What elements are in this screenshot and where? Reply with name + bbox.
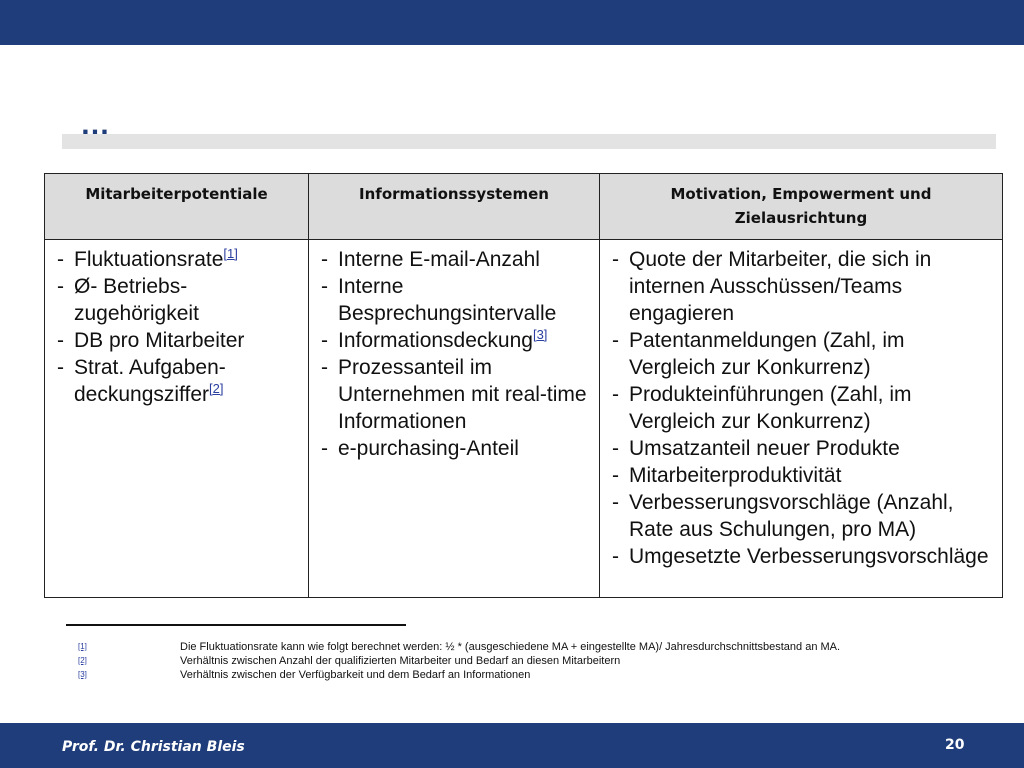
cell-informationssystemen — [309, 240, 600, 598]
list-item-text: DB pro Mitarbeiter — [74, 329, 245, 352]
list-item-text: Patentanmeldungen (Zahl, im Vergleich zur Konkurrenz) — [629, 329, 905, 379]
list-item-text: Informationsdeckung — [338, 329, 533, 352]
kpi-table — [44, 173, 1003, 598]
list-item-text: Strat. Aufgaben-deckungsziffer — [74, 356, 226, 406]
list-item-text: Ø- Betriebs-zugehörigkeit — [74, 275, 199, 325]
footnote-divider — [66, 624, 406, 626]
list-item — [317, 246, 591, 273]
list-item-text: Interne E-mail-Anzahl — [338, 248, 540, 271]
list-item — [53, 327, 300, 354]
list-item — [317, 327, 591, 354]
author-name: Prof. Dr. Christian Bleis — [62, 739, 245, 755]
header-mitarbeiterpotentiale: Mitarbeiterpotentiale — [45, 174, 309, 240]
footnote-anchor-link[interactable]: [2] — [78, 656, 87, 665]
header-motivation: Motivation, Empowerment und Zielausrichtung — [600, 174, 1003, 240]
footnote-text: Verhältnis zwischen Anzahl der qualifizierten Mitarbeiter und Bedarf an diesen Mitarbeitern — [180, 655, 621, 667]
list-item-text: Interne Besprechungsintervalle — [338, 275, 557, 325]
list-item — [317, 435, 591, 462]
footnote-ref-link[interactable]: [3] — [532, 327, 548, 342]
list-mitarbeiterpotentiale — [53, 246, 300, 408]
footnote-ref-link[interactable]: [2] — [209, 381, 224, 396]
list-item-text: Umgesetzte Verbesserungsvorschläge — [629, 545, 989, 568]
list-item-text: Mitarbeiterproduktivität — [629, 464, 842, 487]
list-item — [608, 489, 994, 543]
list-item — [608, 435, 994, 462]
list-item — [608, 246, 994, 327]
footnote-text: Die Fluktuationsrate kann wie folgt berechnet werden: ½ * (ausgeschiedene MA + eingestellte MA)/ Jahresdurchschnittsbestand an MA. — [180, 641, 841, 653]
list-item-text: Prozessanteil im Unternehmen mit real-time Informationen — [338, 356, 587, 433]
cell-motivation — [600, 240, 1003, 598]
page-number: 20 — [945, 737, 965, 753]
header-informationssystemen: Informationssystemen — [309, 174, 600, 240]
footnote-text: Verhältnis zwischen der Verfügbarkeit und dem Bedarf an Informationen — [180, 669, 531, 681]
table-body-row — [45, 240, 1003, 598]
footnote-row — [78, 654, 998, 668]
slide-title: … — [80, 108, 111, 141]
list-item-text: Quote der Mitarbeiter, die sich in internen Ausschüssen/Teams engagieren — [629, 248, 932, 325]
list-item — [53, 273, 300, 327]
list-item — [608, 462, 994, 489]
list-item — [317, 354, 591, 435]
top-brand-bar — [0, 0, 1024, 45]
footnote-anchor-link[interactable]: [1] — [78, 642, 87, 651]
footnotes — [78, 640, 998, 682]
list-item — [608, 381, 994, 435]
list-item-text: e-purchasing-Anteil — [338, 437, 519, 460]
list-item — [608, 327, 994, 381]
list-item — [53, 354, 300, 408]
list-item — [317, 273, 591, 327]
footnote-ref-link[interactable]: [1] — [223, 246, 238, 261]
footnote-anchor-link[interactable]: [3] — [78, 670, 87, 679]
list-item — [53, 246, 300, 273]
list-informationssystemen — [317, 246, 591, 462]
footnote-row — [78, 640, 998, 654]
list-item-text: Umsatzanteil neuer Produkte — [629, 437, 900, 460]
footnote-row — [78, 668, 998, 682]
list-item-text: Fluktuationsrate — [74, 248, 224, 271]
list-item-text: Produkteinführungen (Zahl, im Vergleich zur Konkurrenz) — [629, 383, 912, 433]
title-underline-band — [62, 134, 996, 149]
list-item — [608, 543, 994, 570]
list-motivation — [608, 246, 994, 570]
list-item-text: Verbesserungsvorschläge (Anzahl, Rate aus Schulungen, pro MA) — [629, 491, 954, 541]
table-header-row — [45, 174, 1003, 240]
cell-mitarbeiterpotentiale — [45, 240, 309, 598]
